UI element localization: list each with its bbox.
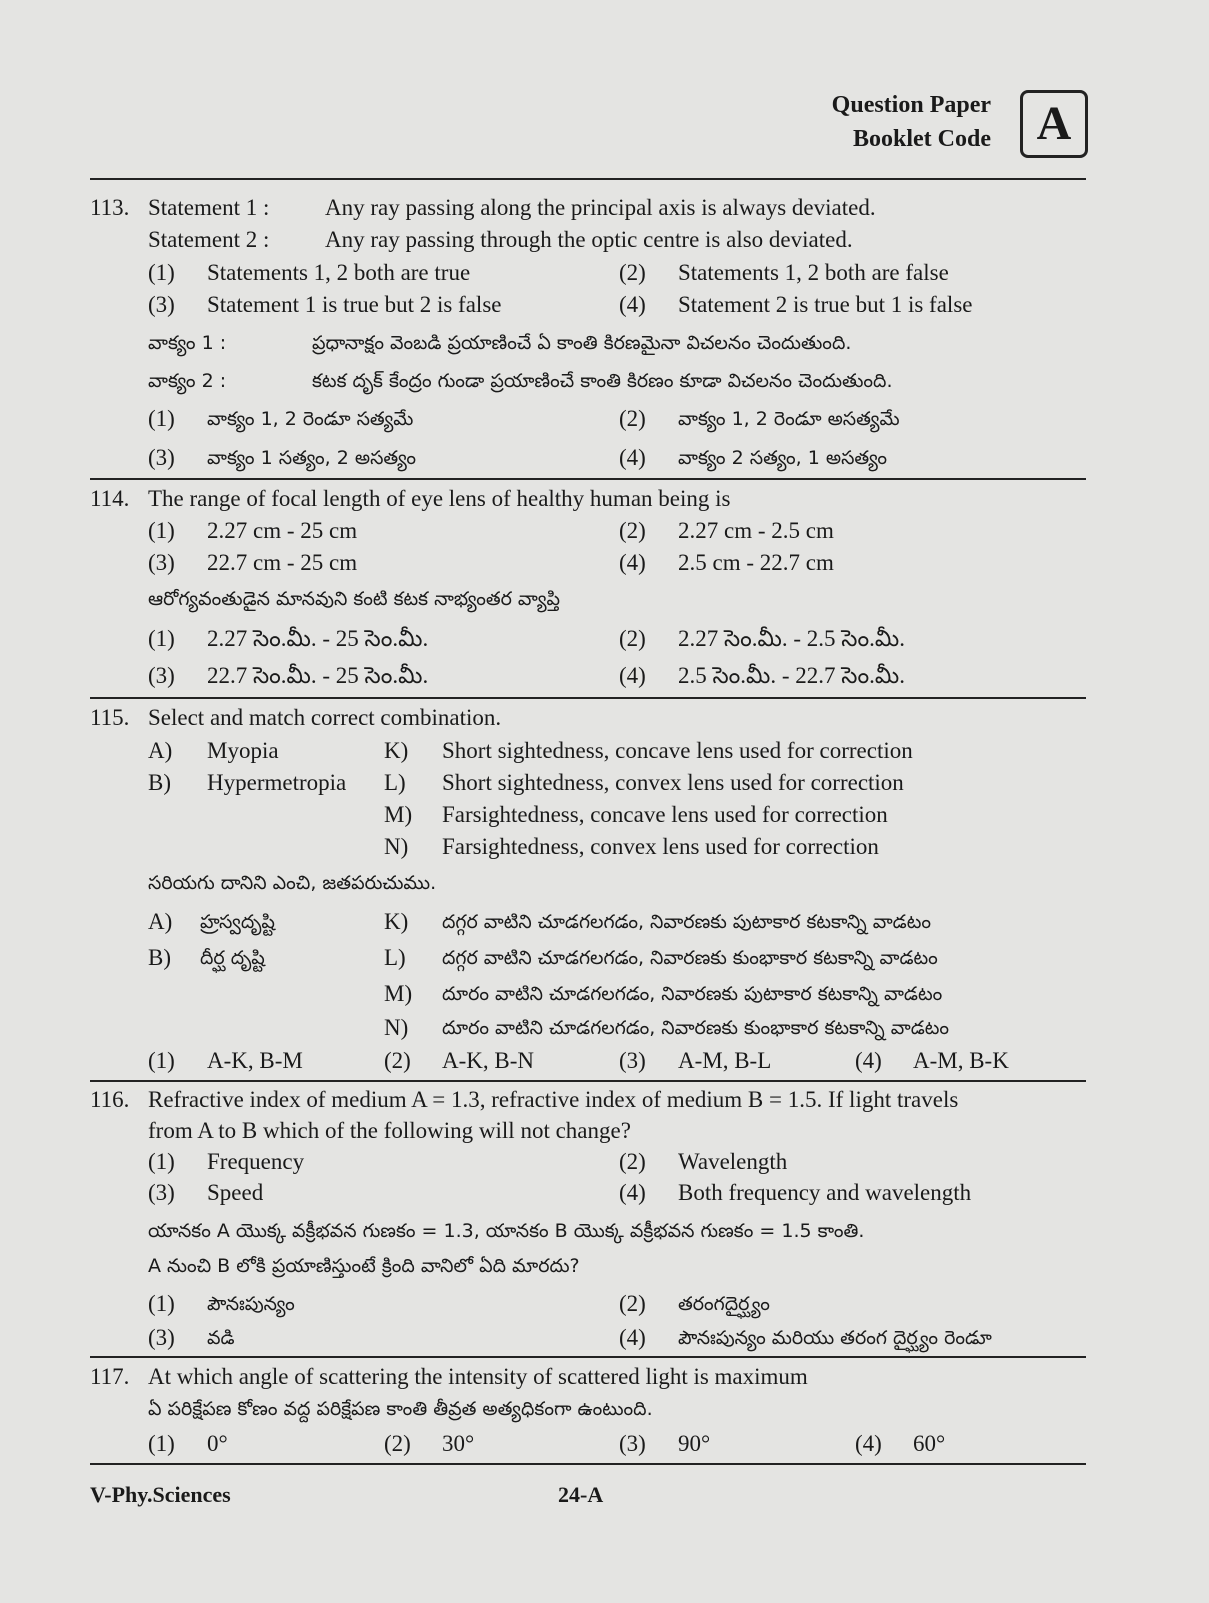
q113-te-opt4: వాక్యం 2 సత్యం, 1 అసత్యం (678, 447, 888, 469)
q114-te-opt3-num: (3) (148, 663, 175, 688)
q116-opt3-num: (3) (148, 1180, 175, 1205)
q117-opt4-num: (4) (855, 1431, 882, 1456)
q114-te-opt2: 2.27 సెం.మీ. - 2.5 సెం.మీ. (678, 626, 905, 651)
q117-opt1: 0° (207, 1431, 228, 1456)
q116-te-opt4-num: (4) (619, 1325, 646, 1350)
q115-te-n-label: N) (384, 1015, 409, 1040)
q113-te-opt3-num: (3) (148, 445, 175, 470)
q116-opt1-num: (1) (148, 1149, 175, 1174)
q115-m-label: M) (384, 802, 413, 827)
q116-opt1: Frequency (207, 1149, 305, 1174)
q114-opt4-num: (4) (619, 550, 646, 575)
q113-opt2: Statements 1, 2 both are false (678, 260, 949, 285)
q115-text: Select and match correct combination. (148, 705, 502, 730)
q115-opt2: A-K, B-N (442, 1048, 534, 1073)
q114-te-opt4-num: (4) (619, 663, 646, 688)
q116-te-opt3: వడి (207, 1327, 235, 1349)
q115-opt4-num: (4) (855, 1048, 882, 1073)
q113-opt3: Statement 1 is true but 2 is false (207, 292, 502, 317)
header-line-2: Booklet Code (853, 126, 991, 152)
q113-te-opt2-num: (2) (619, 406, 646, 431)
q116-opt4: Both frequency and wavelength (678, 1180, 972, 1205)
booklet-code-box: A (1020, 90, 1088, 158)
booklet-code-label (832, 88, 991, 156)
q114-te-opt1: 2.27 సెం.మీ. - 25 సెం.మీ. (207, 626, 429, 651)
q114-te-opt3: 22.7 సెం.మీ. - 25 సెం.మీ. (207, 663, 429, 688)
q113-s2-text: Any ray passing through the optic centre is also deviated. (325, 227, 853, 252)
q113-te-opt1: వాక్యం 1, 2 రెండూ సత్యమే (207, 408, 414, 430)
q115-opt3-num: (3) (619, 1048, 646, 1073)
q116-text-1: Refractive index of medium A = 1.3, refractive index of medium B = 1.5. If light travels (148, 1087, 959, 1112)
q115-number: 115. (90, 705, 130, 730)
divider (90, 1356, 1086, 1358)
q115-te-m-label: M) (384, 981, 413, 1006)
q115-n-label: N) (384, 834, 409, 859)
q113-te-s2-text: కటక దృక్ కేంద్రం గుండా ప్రయాణించే కాంతి కిరణం కూడా విచలనం చెందుతుంది. (312, 370, 893, 392)
q115-te-k-label: K) (384, 909, 409, 934)
divider (90, 1080, 1086, 1082)
q113-opt2-num: (2) (619, 260, 646, 285)
q115-l-label: L) (384, 770, 406, 795)
q116-te-opt2: తరంగదైర్ఘ్యం (678, 1293, 770, 1315)
q117-opt4: 60° (913, 1431, 946, 1456)
q113-s1-label: Statement 1 : (148, 195, 270, 220)
header-line-1: Question Paper (831, 92, 991, 118)
q115-opt1-num: (1) (148, 1048, 175, 1073)
q115-te-text: సరియగు దానిని ఎంచి, జతపరుచుము. (148, 872, 437, 894)
q114-opt3-num: (3) (148, 550, 175, 575)
q115-te-l: దగ్గర వాటిని చూడగలగడం, నివారణకు కుంభాకార కటకాన్ని వాడటం (442, 947, 938, 969)
q116-opt4-num: (4) (619, 1180, 646, 1205)
q113-te-opt1-num: (1) (148, 406, 175, 431)
divider (90, 178, 1086, 180)
q115-l-text: Short sightedness, convex lens used for correction (442, 770, 904, 795)
q113-te-s2-label: వాక్యం 2 : (148, 370, 227, 392)
q116-te-text-1: యానకం A యొక్క వక్రీభవన గుణకం = 1.3, యానకం B యొక్క వక్రీభవన గుణకం = 1.5 కాంతి. (148, 1220, 865, 1242)
q116-te-opt1-num: (1) (148, 1291, 175, 1316)
divider (90, 697, 1086, 699)
q114-opt3: 22.7 cm - 25 cm (207, 550, 358, 575)
q113-s2-label: Statement 2 : (148, 227, 270, 252)
q114-te-opt4: 2.5 సెం.మీ. - 22.7 సెం.మీ. (678, 663, 905, 688)
q117-opt1-num: (1) (148, 1431, 175, 1456)
q116-opt2-num: (2) (619, 1149, 646, 1174)
q115-b-label: B) (148, 770, 171, 795)
q114-te-text: ఆరోగ్యవంతుడైన మానవుని కంటి కటక నాభ్యంతర వ్యాప్తి (148, 588, 561, 610)
q114-te-opt2-num: (2) (619, 626, 646, 651)
q114-te-opt1-num: (1) (148, 626, 175, 651)
q115-k-label: K) (384, 738, 409, 763)
q115-te-n: దూరం వాటిని చూడగలగడం, నివారణకు కుంభాకార కటకాన్ని వాడటం (442, 1017, 950, 1039)
q113-opt4: Statement 2 is true but 1 is false (678, 292, 973, 317)
q115-opt3: A-M, B-L (678, 1048, 772, 1073)
q117-te-text: ఏ పరిక్షేపణ కోణం వద్ద పరిక్షేపణ కాంతి తీవ్రత అత్యధికంగా ఉంటుంది. (148, 1398, 653, 1420)
footer-page-number: 24-A (558, 1482, 604, 1507)
q115-k-text: Short sightedness, concave lens used for correction (442, 738, 913, 763)
q116-te-opt3-num: (3) (148, 1325, 175, 1350)
q116-opt3: Speed (207, 1180, 264, 1205)
q113-te-opt2: వాక్యం 1, 2 రెండూ అసత్యమే (678, 408, 900, 430)
q116-number: 116. (90, 1087, 130, 1112)
q115-opt4: A-M, B-K (913, 1048, 1009, 1073)
q115-te-a-label: A) (148, 909, 173, 934)
q116-te-text-2: A నుంచి B లోకి ప్రయాణిస్తుంటే క్రింది వానిలో ఏది మారదు? (148, 1255, 580, 1277)
footer-subject: V-Phy.Sciences (90, 1482, 231, 1507)
divider (90, 1463, 1086, 1465)
q114-opt2-num: (2) (619, 518, 646, 543)
q113-te-s1-label: వాక్యం 1 : (148, 332, 227, 354)
q116-te-opt4: పౌనఃపున్యం మరియు తరంగ దైర్ఘ్యం రెండూ (678, 1327, 992, 1349)
q116-text-2: from A to B which of the following will not change? (148, 1118, 631, 1143)
q115-te-b: దీర్ఘ దృష్టి (200, 947, 265, 969)
q114-text: The range of focal length of eye lens of healthy human being is (148, 486, 731, 511)
q115-a-text: Myopia (207, 738, 279, 763)
q114-opt2: 2.27 cm - 2.5 cm (678, 518, 834, 543)
q116-opt2: Wavelength (678, 1149, 788, 1174)
q113-opt3-num: (3) (148, 292, 175, 317)
q113-s1-text: Any ray passing along the principal axis is always deviated. (325, 195, 876, 220)
q115-te-a: హ్రస్వదృష్టి (200, 911, 275, 933)
q113-te-opt4-num: (4) (619, 445, 646, 470)
q115-a-label: A) (148, 738, 173, 763)
divider (90, 478, 1086, 480)
q116-te-opt2-num: (2) (619, 1291, 646, 1316)
q115-te-k: దగ్గర వాటిని చూడగలగడం, నివారణకు పుటాకార కటకాన్ని వాడటం (442, 911, 932, 933)
q117-opt3: 90° (678, 1431, 711, 1456)
q117-opt3-num: (3) (619, 1431, 646, 1456)
q114-opt4: 2.5 cm - 22.7 cm (678, 550, 834, 575)
q114-number: 114. (90, 486, 130, 511)
q116-te-opt1: పౌనఃపున్యం (207, 1293, 295, 1315)
q115-te-b-label: B) (148, 945, 171, 970)
q117-opt2: 30° (442, 1431, 475, 1456)
q113-opt4-num: (4) (619, 292, 646, 317)
q113-te-s1-text: ప్రధానాక్షం వెంబడి ప్రయాణించే ఏ కాంతి కిరణమైనా విచలనం చెందుతుంది. (312, 332, 852, 354)
q115-m-text: Farsightedness, concave lens used for correction (442, 802, 888, 827)
q115-n-text: Farsightedness, convex lens used for correction (442, 834, 879, 859)
q114-opt1-num: (1) (148, 518, 175, 543)
q115-opt2-num: (2) (384, 1048, 411, 1073)
q113-te-opt3: వాక్యం 1 సత్యం, 2 అసత్యం (207, 447, 417, 469)
q115-te-m: దూరం వాటిని చూడగలగడం, నివారణకు పుటాకార కటకాన్ని వాడటం (442, 983, 943, 1005)
q113-opt1: Statements 1, 2 both are true (207, 260, 471, 285)
q117-number: 117. (90, 1364, 130, 1389)
q117-opt2-num: (2) (384, 1431, 411, 1456)
q113-opt1-num: (1) (148, 260, 175, 285)
q114-opt1: 2.27 cm - 25 cm (207, 518, 358, 543)
q115-te-l-label: L) (384, 945, 406, 970)
q115-b-text: Hypermetropia (207, 770, 347, 795)
q113-number: 113. (90, 195, 130, 220)
q115-opt1: A-K, B-M (207, 1048, 303, 1073)
q117-text: At which angle of scattering the intensity of scattered light is maximum (148, 1364, 808, 1389)
